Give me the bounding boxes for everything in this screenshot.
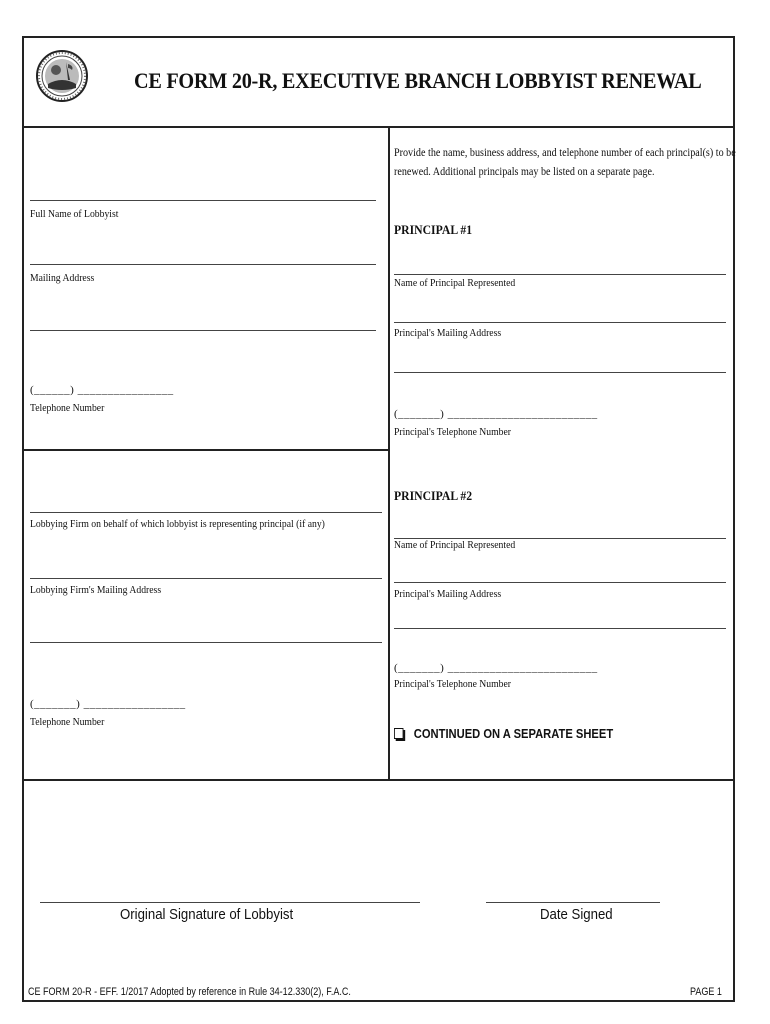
date-signed-label: Date Signed bbox=[540, 906, 613, 923]
instructions-line-1: Provide the name, business address, and telephone number of each principal(s) to be bbox=[394, 147, 736, 159]
principal-2-address-field[interactable] bbox=[394, 582, 726, 583]
principal-1-address-label: Principal's Mailing Address bbox=[394, 327, 502, 339]
principal-2-address-label: Principal's Mailing Address bbox=[394, 588, 502, 600]
full-name-label: Full Name of Lobbyist bbox=[30, 208, 119, 220]
mailing-address-field[interactable] bbox=[30, 264, 376, 265]
continued-option[interactable] bbox=[394, 726, 613, 741]
signature-label: Original Signature of Lobbyist bbox=[120, 906, 294, 923]
form-header bbox=[24, 38, 733, 128]
principal-1-telephone-label: Principal's Telephone Number bbox=[394, 426, 512, 438]
lobbying-firm-field[interactable] bbox=[30, 512, 382, 513]
form-frame bbox=[22, 36, 735, 1002]
section-divider-full bbox=[24, 779, 733, 781]
principal-2-telephone-label: Principal's Telephone Number bbox=[394, 678, 512, 690]
principal-1-name-field[interactable] bbox=[394, 274, 726, 275]
mailing-address-label: Mailing Address bbox=[30, 272, 95, 284]
firm-address-label: Lobbying Firm's Mailing Address bbox=[30, 584, 162, 596]
mailing-address-line2-field[interactable] bbox=[30, 330, 376, 331]
principal-2-telephone-field[interactable]: (_______) _________________________ bbox=[394, 662, 598, 674]
telephone-label: Telephone Number bbox=[30, 402, 105, 414]
firm-telephone-field[interactable]: (_______) _________________ bbox=[30, 698, 186, 710]
principal-1-telephone-field[interactable]: (_______) _________________________ bbox=[394, 408, 598, 420]
principal-1-name-label: Name of Principal Represented bbox=[394, 277, 516, 289]
firm-address-line2-field[interactable] bbox=[30, 642, 382, 643]
principal-instructions bbox=[394, 144, 736, 182]
page-number: PAGE 1 bbox=[690, 986, 722, 998]
lobbying-firm-label: Lobbying Firm on behalf of which lobbyist is representing principal (if any) bbox=[30, 518, 325, 530]
checkbox-icon[interactable] bbox=[394, 728, 403, 739]
signature-field[interactable] bbox=[40, 902, 420, 903]
footer-text: CE FORM 20-R - EFF. 1/2017 Adopted by reference in Rule 34-12.330(2), F.A.C. bbox=[28, 986, 351, 998]
continued-label: CONTINUED ON A SEPARATE SHEET bbox=[413, 726, 614, 741]
lobbyist-telephone-field[interactable]: (______) ________________ bbox=[30, 384, 174, 396]
full-name-field[interactable] bbox=[30, 200, 376, 201]
principal-1-address-field[interactable] bbox=[394, 322, 726, 323]
principal-2-address-line2-field[interactable] bbox=[394, 628, 726, 629]
column-divider bbox=[388, 128, 390, 780]
principal-1-heading: PRINCIPAL #1 bbox=[394, 222, 473, 237]
section-divider-left bbox=[24, 449, 390, 451]
principal-1-address-line2-field[interactable] bbox=[394, 372, 726, 373]
date-signed-field[interactable] bbox=[486, 902, 660, 903]
firm-address-field[interactable] bbox=[30, 578, 382, 579]
form-title: CE FORM 20-R, EXECUTIVE BRANCH LOBBYIST RENEWAL bbox=[134, 68, 702, 93]
principal-2-heading: PRINCIPAL #2 bbox=[394, 488, 473, 503]
firm-telephone-label: Telephone Number bbox=[30, 716, 105, 728]
instructions-line-2: renewed. Additional principals may be listed on a separate page. bbox=[394, 166, 655, 178]
state-seal-icon bbox=[36, 50, 88, 102]
principal-2-name-label: Name of Principal Represented bbox=[394, 539, 516, 551]
